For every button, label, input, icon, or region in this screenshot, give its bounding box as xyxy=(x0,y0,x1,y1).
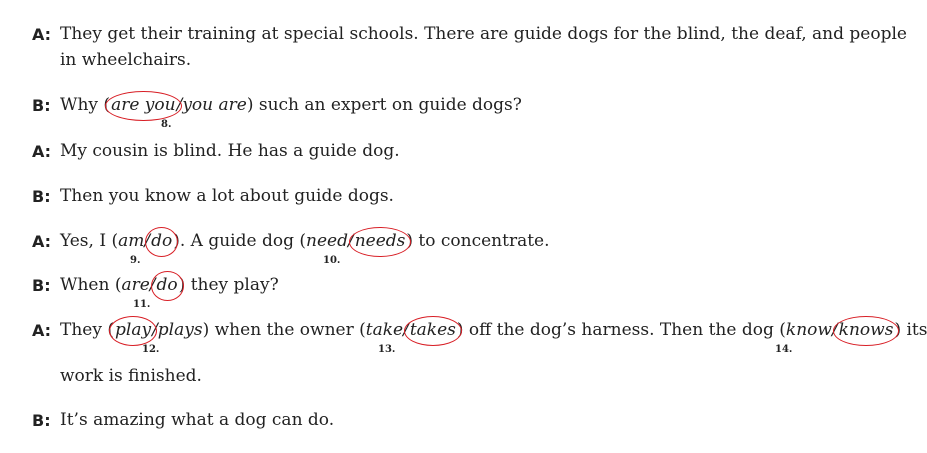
text-segment: A guide dog ( xyxy=(185,231,307,251)
speaker-label: A: xyxy=(32,142,52,161)
slash: / xyxy=(144,231,151,251)
item-number: 8. xyxy=(161,119,172,130)
text-segment: When ( xyxy=(60,275,122,295)
item-number: 10. xyxy=(323,255,341,266)
dialogue-text: It’s amazing what a dog can do. xyxy=(60,410,335,430)
option-text[interactable]: take xyxy=(365,320,404,340)
dialogue-text xyxy=(60,320,927,340)
item-number: 12. xyxy=(142,344,160,355)
text-segment: ) when the owner ( xyxy=(202,320,366,340)
speaker-label: A: xyxy=(32,25,52,44)
text-segment: ) off the dog’s harness. Then the dog ( xyxy=(456,320,786,340)
speaker-label: B: xyxy=(32,96,51,115)
dialogue-text: in wheelchairs. xyxy=(60,50,192,70)
option-text[interactable]: need xyxy=(306,231,348,251)
option-text[interactable]: know xyxy=(785,320,832,340)
slash: / xyxy=(176,95,183,115)
speaker-label: B: xyxy=(32,411,51,430)
option-text[interactable]: you are xyxy=(182,95,247,115)
dialogue-text: They get their training at special schools. There are guide dogs for the blind, the deaf, and people xyxy=(60,24,907,44)
dialogue-text: Then you know a lot about guide dogs. xyxy=(60,186,394,206)
text-segment: ) they play? xyxy=(178,275,279,295)
slash: / xyxy=(347,231,354,251)
dialogue-text: work is finished. xyxy=(60,366,202,386)
text-segment: Yes, I ( xyxy=(60,231,119,251)
text-segment: They ( xyxy=(60,320,114,340)
dialogue-text xyxy=(60,95,522,115)
circled-answer[interactable]: knows xyxy=(836,320,897,340)
slash: / xyxy=(403,320,409,340)
circled-answer[interactable]: takes xyxy=(407,320,459,340)
text-segment: ). xyxy=(173,231,186,251)
option-text[interactable]: am xyxy=(118,231,145,251)
dialogue-text xyxy=(60,231,550,251)
option-text[interactable]: plays xyxy=(157,320,203,340)
slash: / xyxy=(149,275,156,295)
option-text[interactable]: are xyxy=(121,275,150,295)
speaker-label: A: xyxy=(32,321,52,340)
speaker-label: A: xyxy=(32,232,52,251)
item-number: 13. xyxy=(378,344,396,355)
circled-answer[interactable]: do xyxy=(154,275,181,295)
text-segment: ) to concentrate. xyxy=(406,231,550,251)
dialogue-text: My cousin is blind. He has a guide dog. xyxy=(60,141,400,161)
item-number: 11. xyxy=(133,299,151,310)
speaker-label: B: xyxy=(32,276,51,295)
text-segment: ) such an expert on guide dogs? xyxy=(246,95,522,115)
circled-answer[interactable]: play xyxy=(112,320,154,340)
text-segment: ) its xyxy=(894,320,927,340)
circled-answer[interactable]: needs xyxy=(352,231,409,251)
circled-answer[interactable]: do xyxy=(148,231,175,251)
circled-answer[interactable]: are you xyxy=(108,95,179,115)
dialogue-text xyxy=(60,275,279,295)
item-number: 14. xyxy=(775,344,793,355)
text-segment: Why ( xyxy=(60,95,111,115)
slash: / xyxy=(831,320,838,340)
item-number: 9. xyxy=(130,255,141,266)
slash: / xyxy=(152,320,158,340)
speaker-label: B: xyxy=(32,187,51,206)
